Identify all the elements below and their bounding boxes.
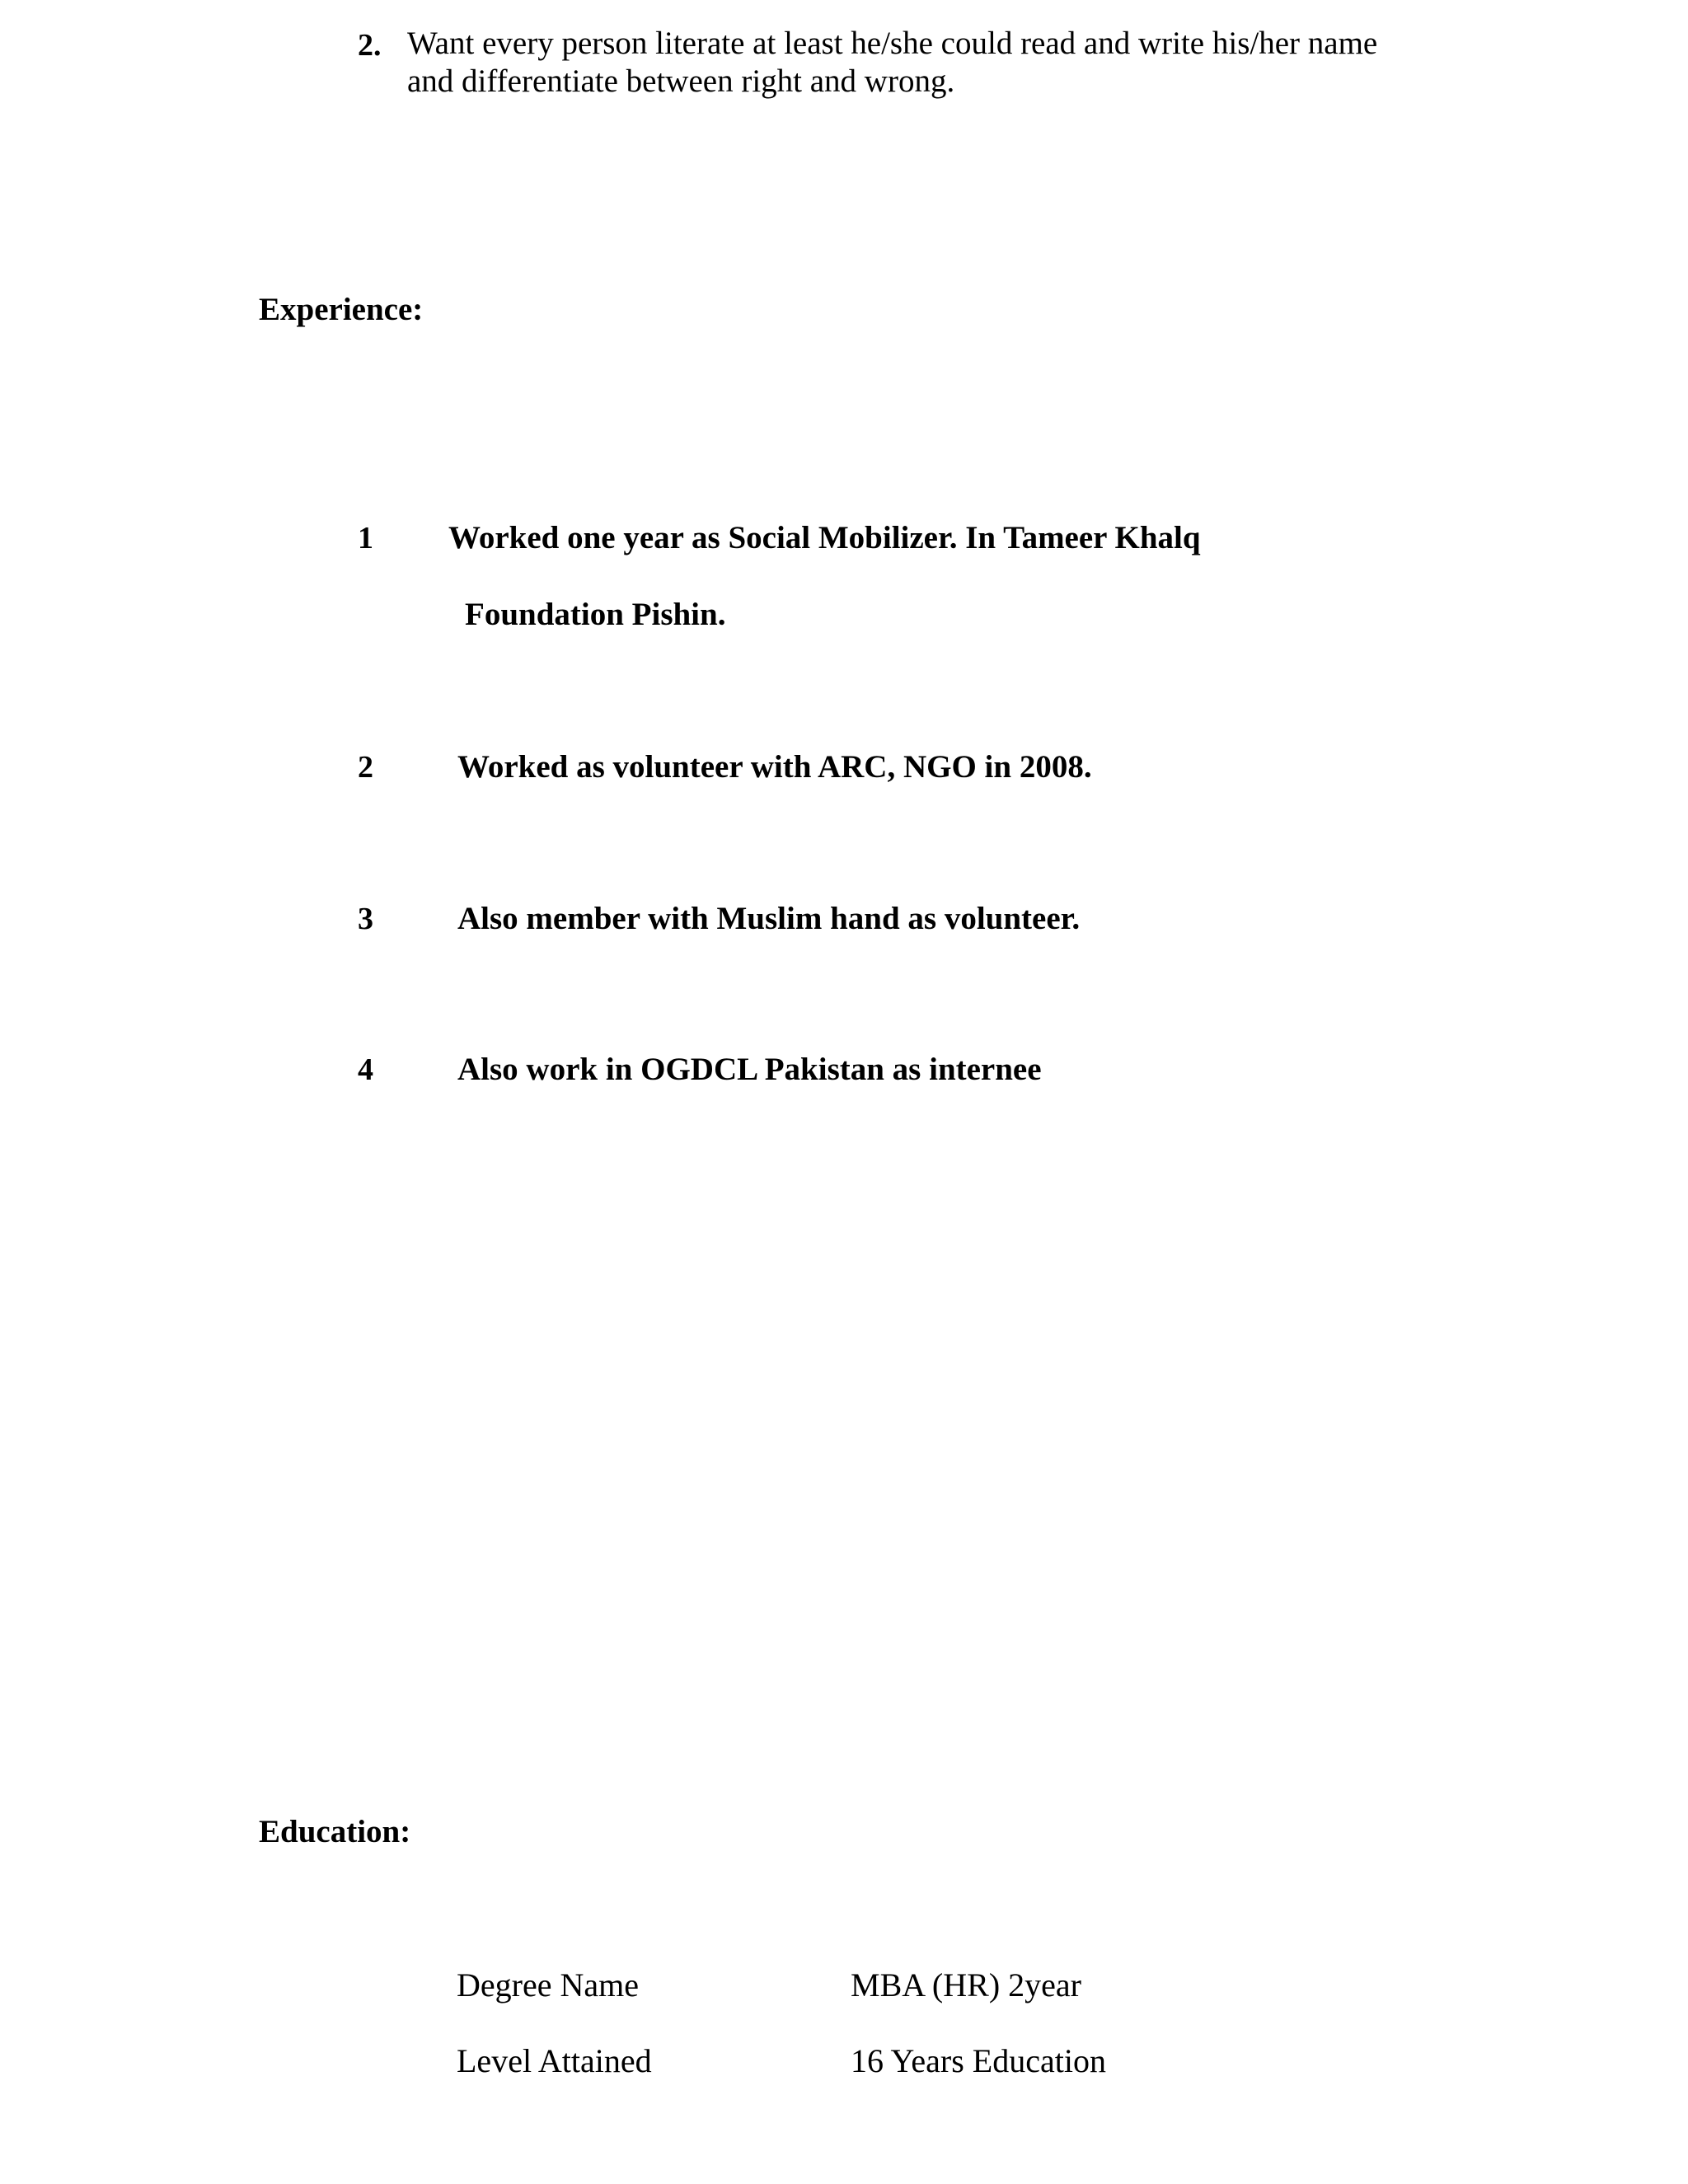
education-label-degree-name: Degree Name xyxy=(457,1966,639,2004)
experience-item-text: Worked as volunteer with ARC, NGO in 2008. xyxy=(457,749,1092,785)
education-heading: Education: xyxy=(259,1814,411,1849)
education-value-level-attained: 16 Years Education xyxy=(851,2042,1106,2079)
experience-item-text: Worked one year as Social Mobilizer. In Tameer Khalq xyxy=(448,520,1201,555)
experience-item-number: 3 xyxy=(358,902,373,936)
education-label-level-attained: Level Attained xyxy=(457,2042,652,2079)
objective-text-line-2: and differentiate between right and wrong. xyxy=(407,63,955,99)
experience-item-number: 4 xyxy=(358,1052,373,1087)
experience-heading: Experience: xyxy=(259,292,424,327)
education-value-degree-name: MBA (HR) 2year xyxy=(851,1966,1081,2004)
experience-item-text: Also work in OGDCL Pakistan as internee xyxy=(457,1052,1042,1087)
experience-item-text: Also member with Muslim hand as volunteer. xyxy=(457,901,1081,936)
experience-item-number: 1 xyxy=(358,521,373,555)
objective-text-line-1: Want every person literate at least he/she could read and write his/her name xyxy=(407,26,1378,61)
experience-item-text-continuation: Foundation Pishin. xyxy=(465,597,726,632)
experience-item-number: 2 xyxy=(358,750,373,785)
objective-number: 2. xyxy=(358,28,382,63)
